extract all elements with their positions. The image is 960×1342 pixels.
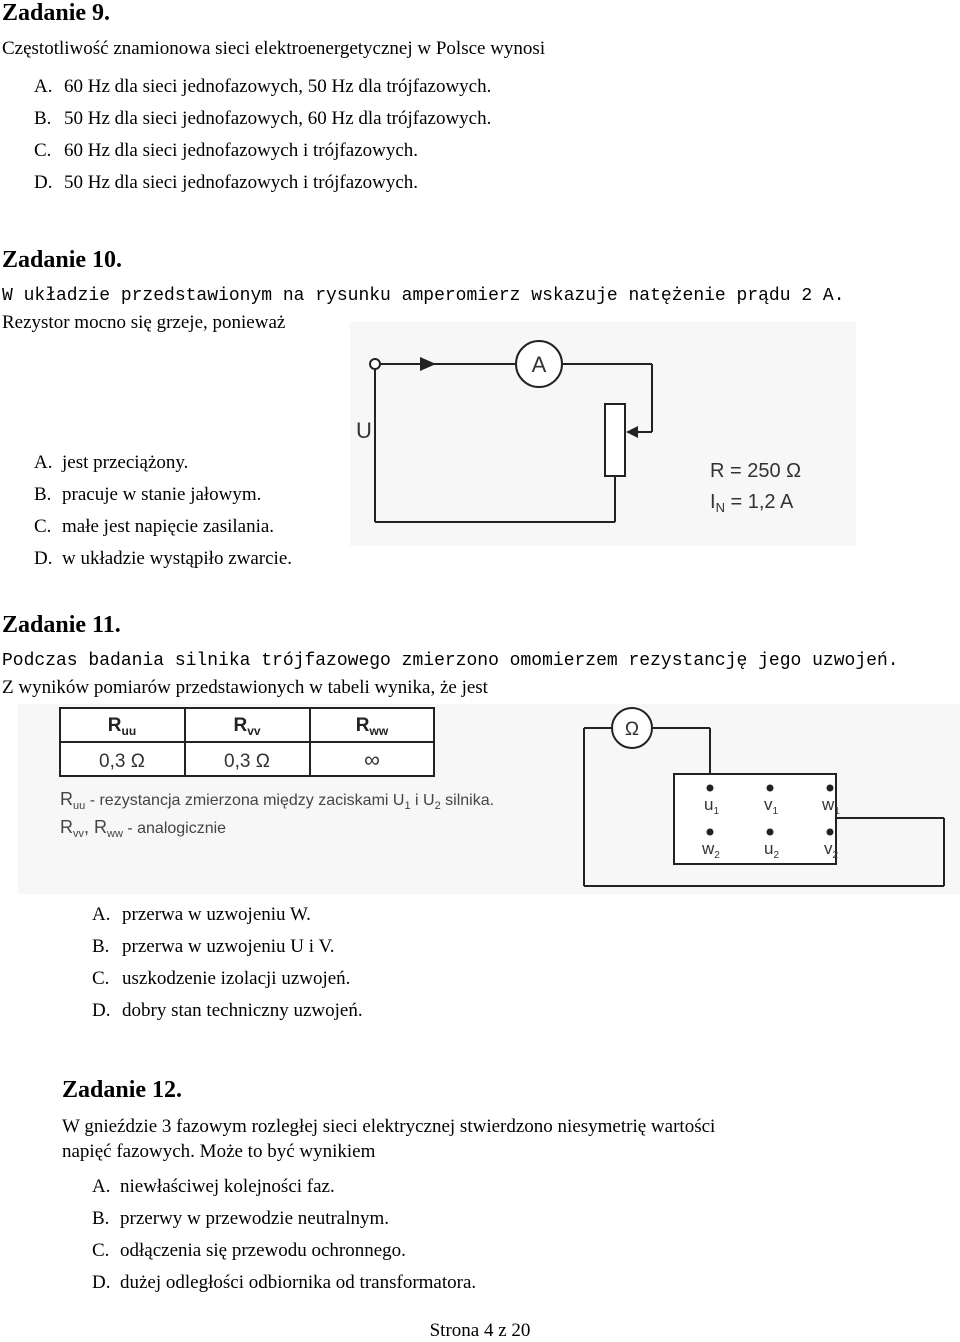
zad10-question-line1: W układzie przedstawionym na rysunku amperomierz wskazuje natężenie prądu 2 A. (2, 286, 845, 306)
zad12-question-line2: napięć fazowych. Może to być wynikiem (62, 1141, 376, 1162)
zad11-question-line1: Podczas badania silnika trójfazowego zmierzono omomierzem rezystancję jego uzwojeń. (2, 651, 899, 671)
zad9-option-c: C. 60 Hz dla sieci jednofazowych i trójfazowych. (34, 140, 419, 161)
terminal-label-v2: $v_2$ (824, 839, 839, 861)
terminal-label-w2: $w_2$ (702, 839, 720, 861)
table-value-ruu: 0,3 Ω (99, 751, 145, 772)
terminal-box (674, 774, 836, 864)
table-value-rww: ∞ (364, 747, 380, 772)
terminal-u1-icon (707, 785, 714, 792)
resistance-table (60, 708, 434, 776)
table-value-rvv: 0,3 Ω (224, 751, 270, 772)
zad11-title: Zadanie 11. (2, 612, 121, 638)
zad11-measurement-figure (18, 704, 960, 894)
zad12-option-c: C. odłączenia się przewodu ochronnego. (92, 1240, 406, 1261)
zad12-option-b: B. przerwy w przewodzie neutralnym. (92, 1208, 390, 1229)
zad9-question: Częstotliwość znamionowa sieci elektroenergetycznej w Polsce wynosi (2, 38, 546, 59)
table-header-rww: $R_{ww}$ (355, 715, 389, 738)
terminal-w1-icon (827, 785, 834, 792)
zad11-option-a: A. przerwa w uzwojeniu W. (92, 904, 311, 925)
terminal-top (370, 359, 380, 369)
zad11-option-d: D. dobry stan techniczny uzwojeń. (92, 1000, 363, 1021)
zad11-option-c: C. uszkodzenie izolacji uzwojeń. (92, 968, 351, 989)
zad9-title: Zadanie 9. (2, 0, 111, 26)
zad10-title: Zadanie 10. (2, 247, 123, 273)
terminal-label-v1: $v_1$ (764, 795, 779, 817)
zad11-note-line2: $R_{vv}$, $R_{ww}$ - analogicznie (60, 817, 227, 840)
terminal-v1-icon (767, 785, 774, 792)
zad11-option-b: B. przerwa w uzwojeniu U i V. (92, 936, 335, 957)
terminal-label-u1: $u_1$ (704, 795, 720, 817)
zad9-option-d: D. 50 Hz dla sieci jednofazowych i trójfazowych. (34, 172, 419, 193)
terminal-v2-icon (827, 829, 834, 836)
current-label: $I_N = 1,2$ A (710, 491, 794, 515)
zad10-option-a: A. jest przeciążony. (34, 452, 189, 473)
ammeter-label: A (531, 352, 547, 377)
zad10-option-c: C. małe jest napięcie zasilania. (34, 516, 275, 537)
terminal-label-w1: $w_1$ (822, 795, 840, 817)
zad10-option-b: B. pracuje w stanie jałowym. (34, 484, 262, 505)
zad9-option-a: A. 60 Hz dla sieci jednofazowych, 50 Hz dla trójfazowych. (34, 76, 492, 97)
zad11-note-line1: $R_{uu}$ - rezystancja zmierzona między zaciskami $U_1$ i $U_2$ silnika. (60, 789, 495, 812)
table-header-ruu: $R_{uu}$ (107, 715, 137, 738)
terminal-u2-icon (767, 829, 774, 836)
zad11-question-line2: Z wyników pomiarów przedstawionych w tabeli wynika, że jest (2, 677, 488, 698)
zad12-question-line1: W gnieździe 3 fazowym rozległej sieci elektrycznej stwierdzono niesymetrię wartości (62, 1116, 716, 1137)
table-header-rvv: $R_{vv}$ (233, 715, 261, 738)
zad10-circuit-diagram (350, 322, 856, 546)
terminal-w2-icon (707, 829, 714, 836)
resistance-label: R = 250 Ω (710, 460, 802, 482)
terminal-label-u2: $u_2$ (764, 839, 780, 861)
zad12-option-d: D. dużej odległości odbiornika od transformatora. (92, 1272, 477, 1293)
resistor-icon (605, 404, 625, 476)
page-footer: Strona 4 z 20 (429, 1320, 531, 1341)
zad12-title: Zadanie 12. (62, 1077, 183, 1103)
ohmmeter-label: Ω (624, 719, 640, 740)
zad12-option-a: A. niewłaściwej kolejności faz. (92, 1176, 335, 1197)
zad10-question-line2: Rezystor mocno się grzeje, ponieważ (2, 312, 286, 333)
zad10-option-d: D. w układzie wystąpiło zwarcie. (34, 548, 293, 569)
zad9-option-b: B. 50 Hz dla sieci jednofazowych, 60 Hz dla trójfazowych. (34, 108, 492, 129)
voltage-label: U (356, 418, 372, 443)
